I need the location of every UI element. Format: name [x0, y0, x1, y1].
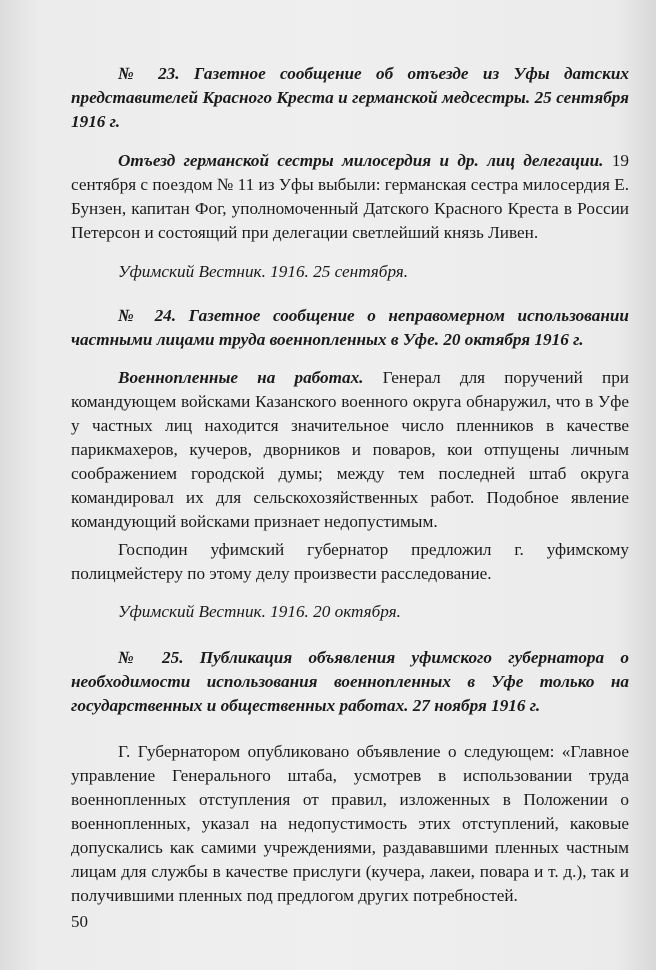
doc24-heading: № 24. Газетное сообщение о неправомерном использовании частными лицами труда военнопленных в Уфе. 20 октября 1916 г. [71, 306, 629, 349]
doc23-heading: № 23. Газетное сообщение об отъезде из Уфы датских представителей Красного Креста и германской медсестры. 25 сентября 1916 г. [71, 64, 629, 131]
doc23-lead: Отъезд германской сестры милосердия и др. лиц делегации. [118, 151, 604, 170]
page-text [71, 62, 629, 908]
doc24-body1: Генерал для поручений при командующем войсками Казанского военного округа обнаружил, что в Уфе у частных лиц находится значительное число пленников в качестве парикмахеров, кучеров, дворников и поваров, кои отпущены личным соображением городской думы; между тем последней штаб округа командировал их для сельскохозяйственных работ. Подобное явление командующий войсками признает недопустимым. [71, 368, 630, 531]
doc25-body: Г. Губернатором опубликовано объявление о следующем: «Главное управление Генерального штаба, усмотрев в использовании труда военнопленных отступления от правил, изложенных в Положении о военнопленных, указал на недопустимость этих отступлений, каковые допускались как самими учреждениями, раздававшими пленных частным лицам для службы в качестве прислуги (кучера, лакеи, повара и т. д.), так и получившими пленных под предлогом других потребностей. [71, 742, 629, 905]
doc24-paragraph [71, 366, 629, 534]
doc24-source: Уфимский Вестник. 1916. 20 октября. [118, 602, 401, 621]
doc23-paragraph [71, 149, 629, 245]
page-number: 50 [71, 912, 88, 931]
doc23-source: Уфимский Вестник. 1916. 25 сентября. [118, 262, 409, 281]
doc25-heading: № 25. Публикация объявления уфимского губернатора о необходимости использования военнопленных в Уфе только на государственных и общественных работах. 27 ноября 1916 г. [71, 648, 629, 715]
doc24-body2: Господин уфимский губернатор предложил г. уфимскому полицмейстеру по этому делу произвести расследование. [71, 540, 629, 583]
doc23-body: 19 сентября с поездом № 11 из Уфы выбыли: германская сестра милосердия Е. Бунзен, капитан Фог, уполномоченный Датского Красного Креста в России Петерсон и состоящий при делегации светлейший князь Ливен. [71, 151, 630, 242]
doc24-lead: Военнопленные на работах. [118, 368, 364, 387]
